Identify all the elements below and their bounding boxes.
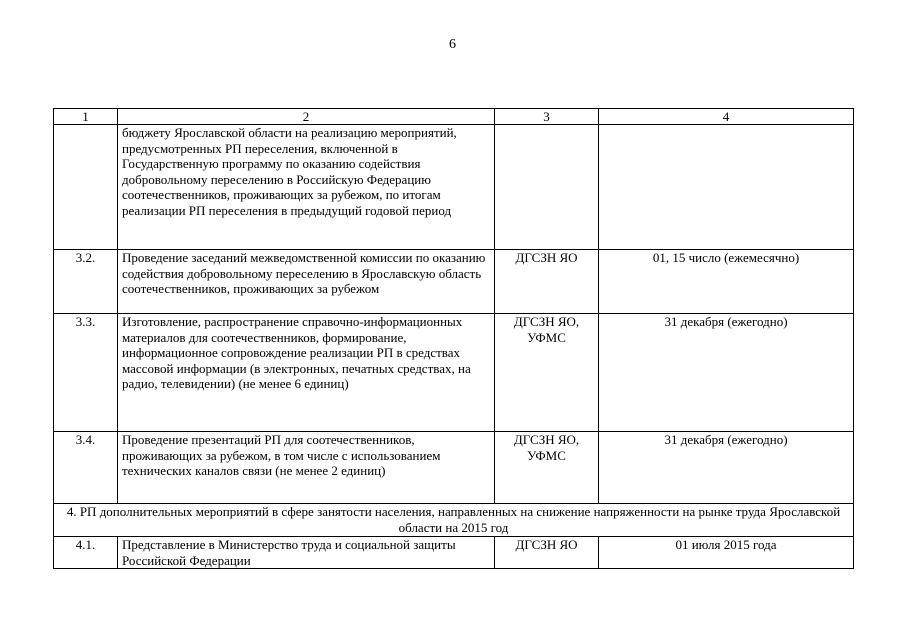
- row-number: 4.1.: [54, 537, 118, 569]
- row-text: Представление в Министерство труда и социальной защиты Российской Федерации: [118, 537, 495, 569]
- row-number: [54, 125, 118, 250]
- row-number: 3.2.: [54, 250, 118, 314]
- row-text: Проведение презентаций РП для соотечественников, проживающих за рубежом, в том числе с использованием технических каналов связи (не менее 2 единиц): [118, 432, 495, 504]
- row-deadline: [599, 125, 854, 250]
- row-number: 3.3.: [54, 314, 118, 432]
- row-executor: ДГСЗН ЯО: [495, 250, 599, 314]
- table-row: [54, 125, 854, 250]
- row-deadline: 01, 15 число (ежемесячно): [599, 250, 854, 314]
- section-heading: 4. РП дополнительных мероприятий в сфере занятости населения, направленных на снижение напряженности на рынке труда Ярославской области на 2015 год: [54, 504, 854, 537]
- row-text: бюджету Ярославской области на реализацию мероприятий, предусмотренных РП переселения, включенной в Государственную программу по оказанию содействия добровольному переселению в Российскую Федерацию соотечественников, проживающих за рубежом, по итогам реализации РП переселения в предыдущий годовой период: [118, 125, 495, 250]
- section-heading-row: [54, 504, 854, 537]
- row-executor: ДГСЗН ЯО, УФМС: [495, 314, 599, 432]
- row-deadline: 31 декабря (ежегодно): [599, 432, 854, 504]
- table-row: [54, 314, 854, 432]
- header-cell-1: 1: [54, 109, 118, 125]
- row-deadline: 01 июля 2015 года: [599, 537, 854, 569]
- row-executor: [495, 125, 599, 250]
- row-executor: ДГСЗН ЯО: [495, 537, 599, 569]
- row-number: 3.4.: [54, 432, 118, 504]
- header-cell-3: 3: [495, 109, 599, 125]
- row-text: Изготовление, распространение справочно-информационных материалов для соотечественников, формирование, информационное сопровождение реализации РП в средствах массовой информации (в электронных, печатных средствах, на радио, телевидении) (не менее 6 единиц): [118, 314, 495, 432]
- table-row: [54, 537, 854, 569]
- plan-table: [53, 108, 854, 569]
- header-cell-2: 2: [118, 109, 495, 125]
- table-header-row: [54, 109, 854, 125]
- row-executor: ДГСЗН ЯО, УФМС: [495, 432, 599, 504]
- row-deadline: 31 декабря (ежегодно): [599, 314, 854, 432]
- header-cell-4: 4: [599, 109, 854, 125]
- table-row: [54, 250, 854, 314]
- row-text: Проведение заседаний межведомственной комиссии по оказанию содействия добровольному переселению в Ярославскую область соотечественников, проживающих за рубежом: [118, 250, 495, 314]
- table-row: [54, 432, 854, 504]
- page-number: 6: [449, 37, 456, 52]
